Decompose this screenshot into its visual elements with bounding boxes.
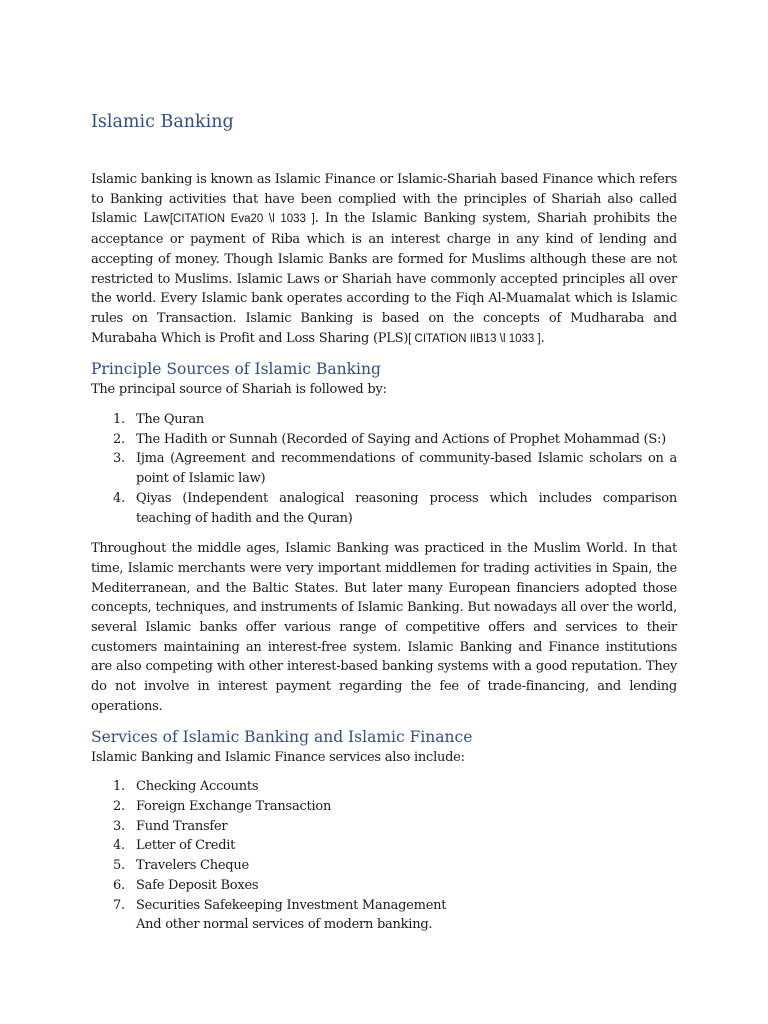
list-number: 4. <box>113 490 125 506</box>
list-number: 2. <box>113 431 125 447</box>
services-tail-text: And other normal services of modern banking. <box>136 917 433 933</box>
list-item-text: Securities Safekeeping Investment Management <box>136 897 447 913</box>
middle-ages-paragraph: Throughout the middle ages, Islamic Banking was practiced in the Muslim World. In that time, Islamic merchants were very important middlemen for trading activities in Spain, the Mediterranean, and the Baltic States. But later many European financiers adopted those concepts, techniques, and instruments of Islamic Banking. But nowadays all over the world, several Islamic banks offer various range of competitive offers and services to their customers maintaining an interest-free system. Islamic Banking and Finance institutions are also competing with other interest-based banking systems with a good reputation. They do not involve in interest payment regarding the fee of trade-financing, and lending operations. <box>91 541 677 714</box>
list-number: 2. <box>113 798 125 814</box>
list-item-text: The Quran <box>136 412 204 428</box>
document-page <box>91 108 677 935</box>
list-item <box>91 896 677 916</box>
list-item-text: Checking Accounts <box>136 779 259 795</box>
section1-intro: The principal source of Shariah is followed by: <box>91 382 387 398</box>
list-number: 3. <box>113 451 125 467</box>
list-item-text: Fund Transfer <box>136 818 228 834</box>
list-item <box>91 797 677 817</box>
list-number: 6. <box>113 877 125 893</box>
list-item <box>91 410 677 430</box>
list-number: 3. <box>113 818 125 834</box>
intro-text-2: . In the Islamic Banking system, Shariah prohibits the acceptance or payment of Riba which is an interest charge in any kind of lending and accepting of money. Though Islamic Banks are formed for Muslims although these are not restricted to Muslims. Islamic Laws or Shariah have commonly accepted principles all over the world. Every Islamic bank operates according to the Fiqh Al-Muamalat which is Islamic rules on Transaction. Islamic Banking is based on the concepts of Mudharaba and Murabaha Which is Profit and Loss Sharing (PLS) <box>91 211 677 346</box>
document-title: Islamic Banking <box>91 112 234 132</box>
section2-intro: Islamic Banking and Islamic Finance services also include: <box>91 749 465 765</box>
list-item-text: Safe Deposit Boxes <box>136 877 259 893</box>
list-item-text: Qiyas (Independent analogical reasoning process which includes comparison teaching of hadith and the Quran) <box>136 490 677 526</box>
citation-iib13: [ CITATION IIB13 \l 1033 ] <box>408 332 541 345</box>
citation-eva20: [CITATION Eva20 \l 1033 ] <box>169 213 315 226</box>
section-heading-services: Services of Islamic Banking and Islamic Finance <box>91 727 473 746</box>
list-item-text: The Hadith or Sunnah (Recorded of Saying and Actions of Prophet Mohammad (S:) <box>136 431 666 447</box>
services-list <box>91 777 677 915</box>
list-number: 1. <box>113 412 125 428</box>
section-heading-principle-sources: Principle Sources of Islamic Banking <box>91 360 381 379</box>
list-number: 5. <box>113 858 125 874</box>
list-item <box>91 817 677 837</box>
list-item-text: Ijma (Agreement and recommendations of community-based Islamic scholars on a point of Islamic law) <box>136 451 677 487</box>
list-number: 4. <box>113 838 125 854</box>
list-item <box>91 449 677 488</box>
list-item-text: Travelers Cheque <box>136 858 249 874</box>
list-number: 1. <box>113 779 125 795</box>
list-item <box>91 489 677 528</box>
list-item <box>91 430 677 450</box>
list-item-text: Foreign Exchange Transaction <box>136 798 332 814</box>
list-item <box>91 876 677 896</box>
list-number: 7. <box>113 897 125 913</box>
intro-paragraph <box>91 170 677 349</box>
principle-sources-list <box>91 410 677 528</box>
intro-text-3: . <box>540 330 545 346</box>
list-item <box>91 777 677 797</box>
intro-text-1: Islamic banking is known as Islamic Finance or Islamic-Shariah based Finance which refers to Banking activities that have been complied with the principles of Shariah also called Islamic Law <box>91 172 677 227</box>
list-item <box>91 856 677 876</box>
list-item-text: Letter of Credit <box>136 838 236 854</box>
list-item <box>91 836 677 856</box>
